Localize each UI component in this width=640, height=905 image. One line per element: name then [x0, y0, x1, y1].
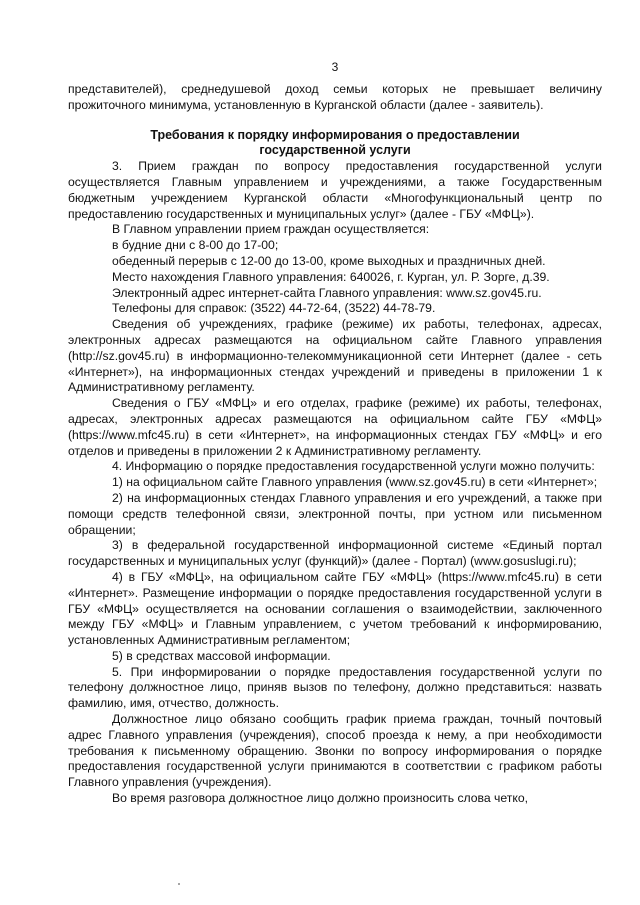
paragraph-location: Место нахождения Главного управления: 640026, г. Курган, ул. Р. Зорге, д.39. — [112, 269, 550, 284]
paragraph-conversation: Во время разговора должностное лицо должно произносить слова четко, — [112, 791, 528, 806]
paragraph-item-4: 4. Информацию о порядке предоставления государственной услуги можно получить: — [112, 459, 595, 474]
paragraph-item-5: 5. При информировании о порядке предоставления государственной услуги по телефону должностное лицо, приняв вызов по телефону, должно представиться: назвать фамилию, имя, отчество, должность. — [68, 664, 602, 711]
list-item-4: 4) в ГБУ «МФЦ», на официальном сайте ГБУ «МФЦ» (https://www.mfc45.ru) в сети «Интернет». Размещение информации о порядке предоставления государственной услуги в ГБУ «МФЦ» осуществляется на основании соглашения о взаимодействии, заключенного между ГБУ «МФЦ» и Главным управлением, с учетом требований к информированию, установленных Административным регламентом; — [68, 569, 602, 648]
list-item-5: 5) в средствах массовой информации. — [112, 648, 331, 663]
paragraph-official-duty: Должностное лицо обязано сообщить график приема граждан, точный почтовый адрес Главного управления (учреждения), способ проезда к нему, а при необходимости требования к письменному обращению. Звонки по вопросу информирования о порядке предоставления государственной услуги принимаются в соответствии с графиком работы Главного управления (учреждения). — [68, 712, 602, 790]
section-body — [68, 159, 602, 807]
section-title-line-1: Требования к порядку информирования о предоставлении — [150, 127, 520, 142]
intro-paragraph: представителей), среднедушевой доход семьи которых не превышает величину прожиточного минимума, установленную в Курганской области (далее - заявитель). — [68, 82, 602, 112]
paragraph-institutions-info: Сведения об учреждениях, графике (режиме) их работы, телефонах, адресах, электронных адресах размещаются на официальном сайте Главного управления (http://sz.gov45.ru) в информационно-телекоммуникационной сети Интернет (далее - сеть «Интернет»), на информационных стендах учреждений и приведены в приложении 1 к Административному регламенту. — [68, 317, 602, 395]
paragraph-website: Электронный адрес интернет-сайта Главного управления: www.sz.gov45.ru. — [112, 285, 542, 300]
section-title — [68, 128, 602, 160]
paragraph-lunch-break: обеденный перерыв с 12-00 до 13-00, кроме выходных и праздничных дней. — [112, 253, 546, 268]
paragraph-weekdays: в будние дни с 8-00 до 17-00; — [112, 238, 279, 253]
list-item-3: 3) в федеральной государственной информационной системе «Единый портал государственных и муниципальных услуг (функций)» (далее - Портал) (www.gosuslugi.ru); — [68, 538, 602, 569]
paragraph-reception-schedule-intro: В Главном управлении прием граждан осуществляется: — [112, 222, 430, 237]
paragraph-reception: 3. Прием граждан по вопросу предоставления государственной услуги осуществляется Главным управлением и учреждениями, а также Государственным бюджетным учреждением Курганской области «Многофункциональный центр по предоставлению государственных и муниципальных услуг» (далее - ГБУ «МФЦ»). — [68, 159, 602, 221]
section-title-line-2: государственной услуги — [259, 143, 411, 158]
paragraph-mfc-info: Сведения о ГБУ «МФЦ» и его отделах, графике (режиме) их работы, телефонах, адресах, электронных адресах размещаются на официальном сайте ГБУ «МФЦ» (https://www.mfc45.ru) в сети «Интернет», на информационных стендах ГБУ «МФЦ» и его отделов и приведены в приложении 2 к Административному регламенту. — [68, 396, 602, 458]
list-item-1: 1) на официальном сайте Главного управления (www.sz.gov45.ru) в сети «Интернет»; — [112, 475, 598, 490]
page-number: 3 — [331, 60, 339, 74]
scan-speck — [178, 883, 180, 885]
paragraph-phones: Телефоны для справок: (3522) 44-72-64, (3522) 44-78-79. — [112, 301, 436, 316]
list-item-2: 2) на информационных стендах Главного управления и его учреждений, а также при помощи средств телефонной связи, электронной почты, при устном или письменном обращении; — [68, 490, 602, 537]
